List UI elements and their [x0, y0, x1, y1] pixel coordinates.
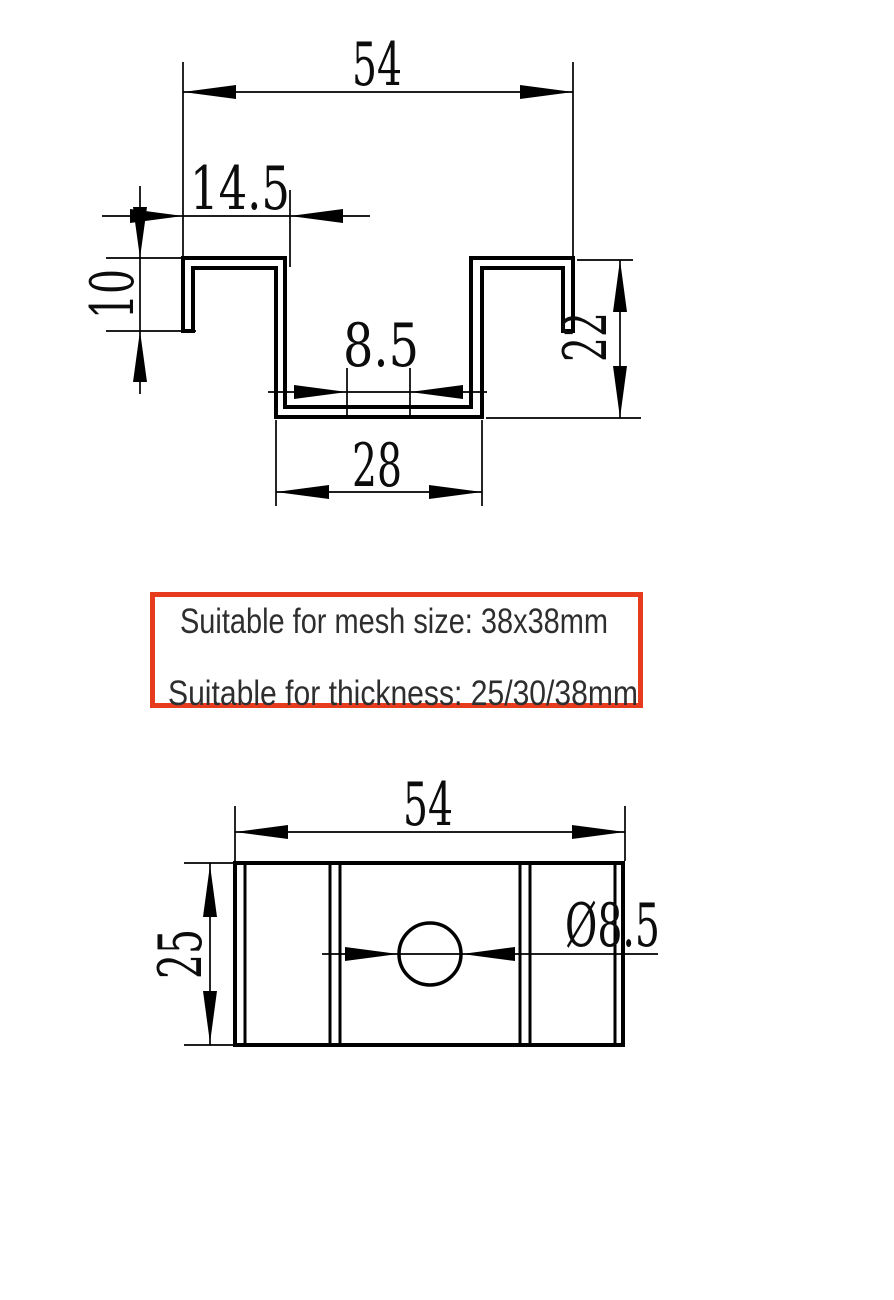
section-view — [78, 30, 641, 506]
dim-label-channel-depth: 22 — [551, 285, 621, 362]
arrowhead — [235, 825, 288, 839]
note-line-mesh-size: Suitable for mesh size: 38x38mm — [180, 602, 608, 641]
note-box — [153, 595, 641, 714]
arrowhead — [290, 209, 343, 223]
arrowhead — [294, 385, 347, 399]
arrowhead — [429, 485, 482, 499]
arrowhead — [183, 85, 236, 99]
arrowhead — [133, 207, 147, 258]
arrowhead — [520, 85, 573, 99]
arrowhead — [613, 260, 627, 312]
arrowhead — [572, 825, 625, 839]
dim-label-overall-width: 54 — [352, 30, 402, 100]
dim-label-notch-depth: 10 — [78, 242, 148, 319]
arrowhead — [203, 865, 217, 917]
dim-label-hole-diameter: Ø8.5 — [565, 891, 660, 961]
arrowhead — [133, 331, 147, 382]
dim-label-edge-to-channel: 14.5 — [190, 154, 290, 224]
arrowhead — [203, 991, 217, 1043]
dim-label-channel-width: 28 — [352, 431, 402, 501]
arrowhead — [410, 385, 463, 399]
dim-label-plan-depth: 25 — [146, 902, 216, 979]
dim-label-slot-width: 8.5 — [343, 311, 419, 381]
dim-label-plan-width: 54 — [403, 770, 453, 840]
note-line-thickness: Suitable for thickness: 25/30/38mm — [168, 674, 638, 713]
plan-view — [146, 770, 660, 1045]
arrowhead — [276, 485, 329, 499]
arrowhead — [613, 366, 627, 418]
